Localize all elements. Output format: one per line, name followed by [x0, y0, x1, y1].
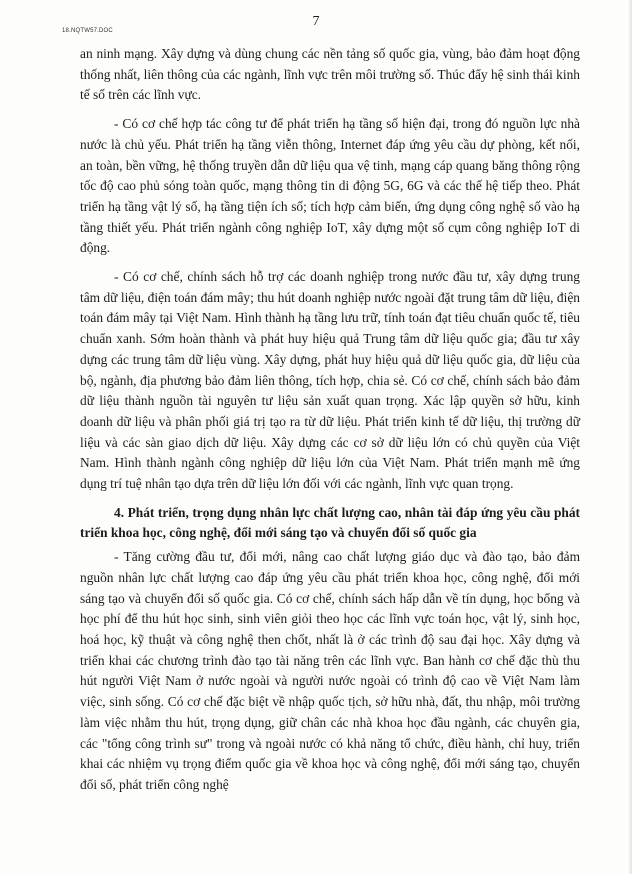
paragraph-digital-infrastructure: - Có cơ chế hợp tác công tư để phát triển hạ tầng số hiện đại, trong đó nguồn lực nhà nước là chủ yếu. Phát triển hạ tầng viễn thông, Internet đáp ứng yêu cầu dự phòng, kết nối, an toàn, bền vững, hệ thống truyền dẫn dữ liệu qua vệ tinh, mạng cáp quang băng thông rộng tốc độ cao phủ sóng toàn quốc, mạng thông tin di động 5G, 6G và các thế hệ tiếp theo. Phát triển hạ tầng vật lý số, hạ tầng tiện ích số; tích hợp cảm biến, ứng dụng công nghệ số vào hạ tầng thiết yếu. Phát triển ngành công nghiệp IoT, xây dựng một số cụm công nghiệp IoT di động.	[80, 116, 580, 256]
paragraph-human-resources: - Tăng cường đầu tư, đổi mới, nâng cao chất lượng giáo dục và đào tạo, bảo đảm nguồn nhân lực chất lượng cao đáp ứng yêu cầu phát triển khoa học, công nghệ, đổi mới sáng tạo và chuyển đổi số quốc gia. Có cơ chế, chính sách hấp dẫn về tín dụng, học bổng và học phí để thu hút học sinh, sinh viên giỏi theo học các lĩnh vực toán học, vật lý, sinh học, hoá học, kỹ thuật và công nghệ then chốt, nhất là ở các trình độ sau đại học. Xây dựng và triển khai các chương trình đào tạo tài năng trên các lĩnh vực. Ban hành cơ chế đặc thù thu hút người Việt Nam ở nước ngoài và người nước ngoài có trình độ cao về Việt Nam làm việc, sinh sống. Có cơ chế đặc biệt về nhập quốc tịch, sở hữu nhà, đất, thu nhập, môi trường làm việc nhằm thu hút, trọng dụng, giữ chân các nhà khoa học đầu ngành, các chuyên gia, các "tổng công trình sư" trong và ngoài nước có khả năng tổ chức, điều hành, chỉ huy, triển khai các nhiệm vụ trọng điểm quốc gia về khoa học và công nghệ, đổi mới sáng tạo, chuyển đổi số, phát triển công nghệ	[80, 549, 580, 792]
paragraph-continuation: an ninh mạng. Xây dựng và dùng chung các nền tảng số quốc gia, vùng, bảo đảm hoạt động thống nhất, liên thông của các ngành, lĩnh vực trên môi trường số. Thúc đẩy hệ sinh thái kinh tế số trên các lĩnh vực.	[80, 46, 580, 103]
paragraph-data-centers: - Có cơ chế, chính sách hỗ trợ các doanh nghiệp trong nước đầu tư, xây dựng trung tâm dữ liệu, điện toán đám mây; thu hút doanh nghiệp nước ngoài đặt trung tâm dữ liệu, điện toán đám mây tại Việt Nam. Hình thành hạ tầng lưu trữ, tính toán đạt tiêu chuẩn quốc tế, tiêu chuẩn xanh. Sớm hoàn thành và phát huy hiệu quả Trung tâm dữ liệu quốc gia; đầu tư xây dựng các trung tâm dữ liệu vùng. Xây dựng, phát huy hiệu quả dữ liệu quốc gia, dữ liệu của bộ, ngành, địa phương bảo đảm liên thông, tích hợp, chia sẻ. Có cơ chế, chính sách bảo đảm dữ liệu thành nguồn tài nguyên tư liệu sản xuất quan trọng. Xác lập quyền sở hữu, kinh doanh dữ liệu và phân phối giá trị tạo ra từ dữ liệu. Phát triển kinh tế dữ liệu, thị trường dữ liệu và các sàn giao dịch dữ liệu. Xây dựng các cơ sở dữ liệu lớn có chủ quyền của Việt Nam. Hình thành ngành công nghiệp dữ liệu lớn của Việt Nam. Phát triển mạnh mẽ ứng dụng trí tuệ nhân tạo dựa trên dữ liệu lớn đối với các ngành, lĩnh vực quan trọng.	[80, 269, 580, 492]
page-number: 7	[312, 14, 320, 29]
document-code: 18.NQTW57.DOC	[62, 28, 113, 34]
section-heading: 4. Phát triển, trọng dụng nhân lực chất lượng cao, nhân tài đáp ứng yêu cầu phát triển khoa học, công nghệ, đổi mới sáng tạo và chuyển đổi số quốc gia	[80, 504, 580, 541]
document-body	[80, 44, 580, 804]
